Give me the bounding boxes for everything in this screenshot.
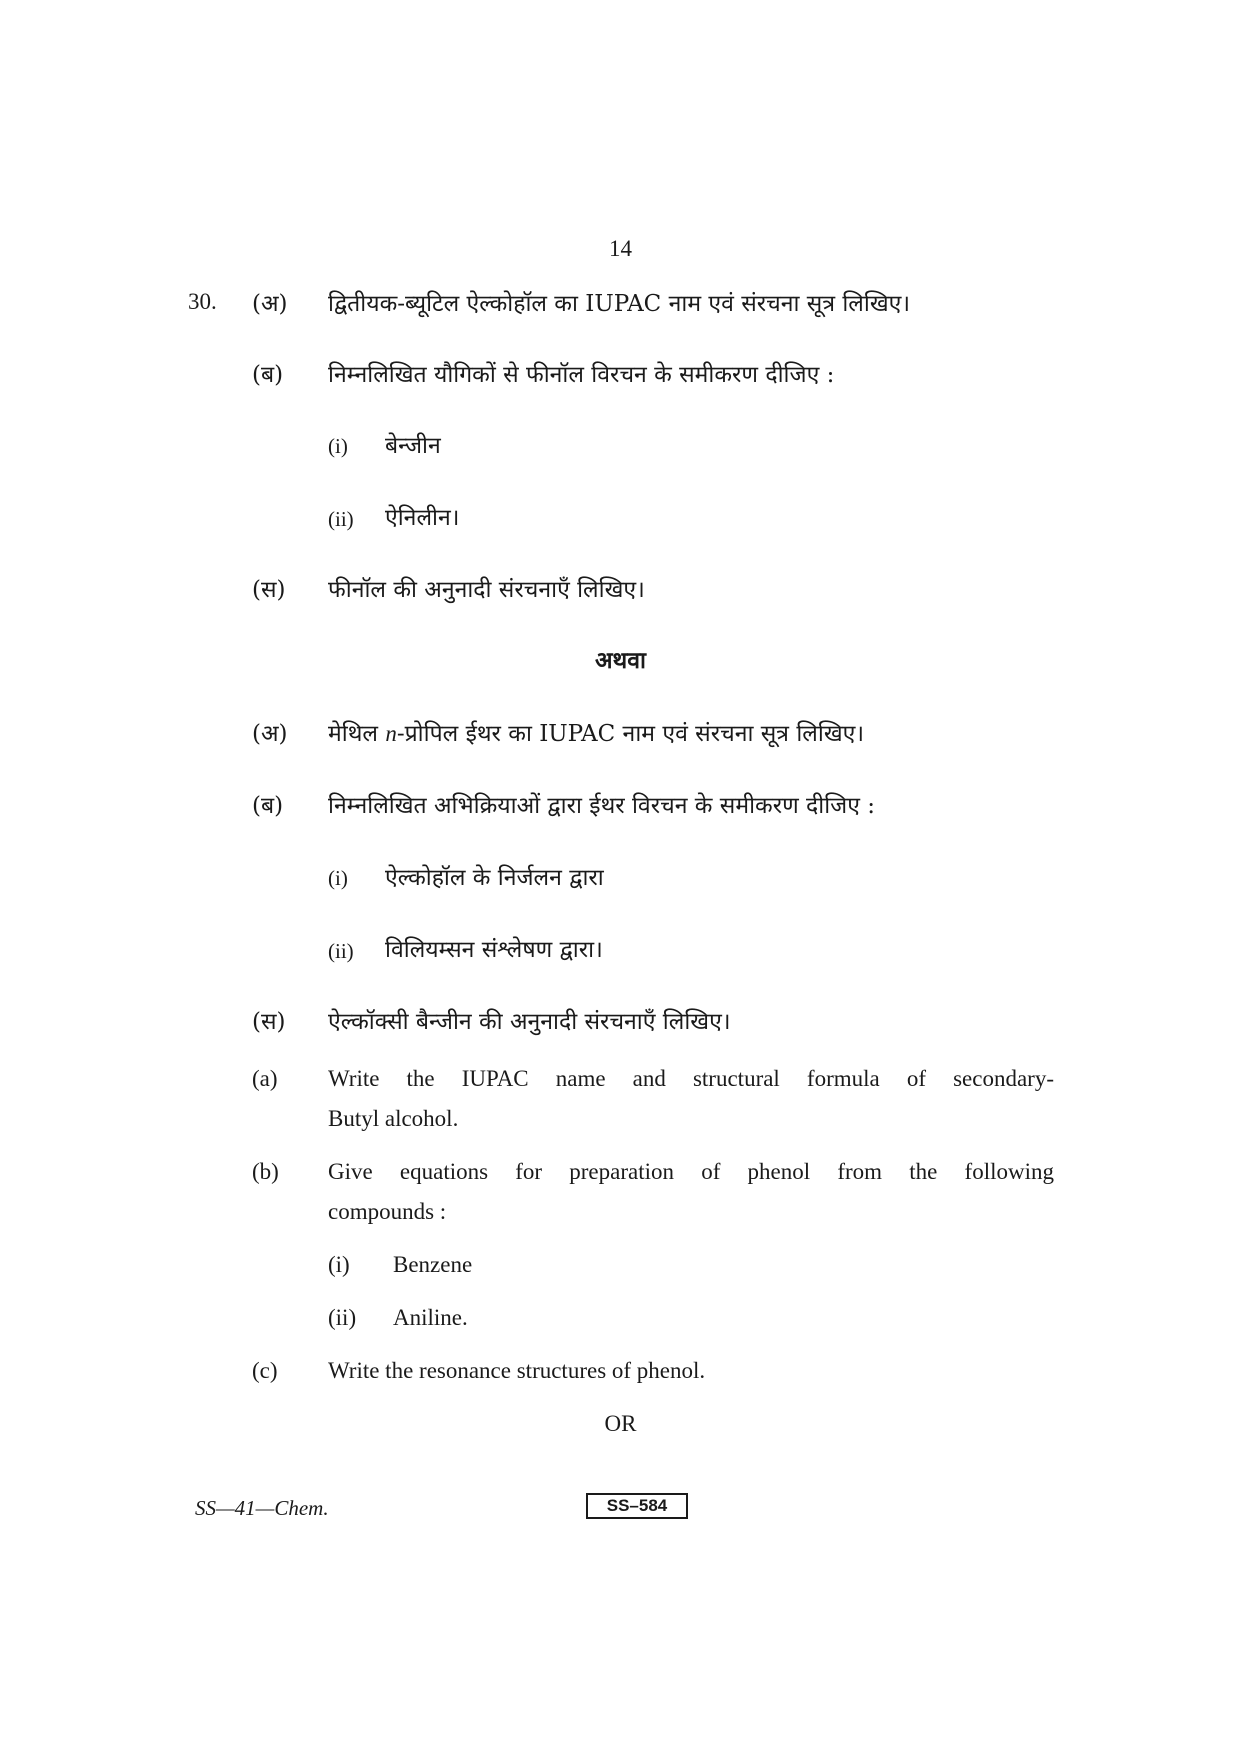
english-b-label: (b) [252, 1159, 279, 1184]
hindi-b-ii-label: (ii) [328, 507, 354, 531]
hindi2-b-i-label: (i) [328, 866, 348, 890]
english-b-line2: compounds : [328, 1199, 447, 1224]
hindi-b-text: निम्नलिखित यौगिकों से फीनॉल विरचन के समीकरण दीजिए : [328, 362, 835, 388]
hindi-b-i-label: (i) [328, 434, 348, 458]
hindi-c-label: (स) [252, 577, 286, 603]
english-b-i-text: Benzene [393, 1252, 473, 1277]
hindi-a-label: (अ) [252, 291, 288, 317]
hindi2-b-ii-text: विलियम्सन संश्लेषण द्वारा। [385, 937, 603, 963]
hindi-a-text: द्वितीयक-ब्यूटिल ऐल्कोहॉल का IUPAC नाम एवं संरचना सूत्र लिखिए। [328, 291, 911, 317]
english-c-label: (c) [252, 1358, 278, 1383]
or-heading-hindi: अथवा [594, 647, 646, 674]
hindi2-c-text: ऐल्कॉक्सी बैन्जीन की अनुनादी संरचनाएँ लिखिए। [328, 1009, 731, 1035]
english-b-i-label: (i) [328, 1252, 350, 1277]
question-number: 30. [188, 289, 217, 314]
hindi-b-label: (ब) [252, 362, 284, 388]
english-c-text: Write the resonance structures of phenol. [328, 1358, 706, 1383]
hindi2-a-label: (अ) [252, 721, 288, 747]
english-b-ii-text: Aniline. [393, 1305, 468, 1330]
page-number: 14 [609, 236, 632, 261]
or-heading-english: OR [604, 1411, 637, 1436]
hindi2-b-label: (ब) [252, 793, 284, 819]
english-a-line1: Write the IUPAC name and structural formula of secondary- [328, 1066, 1054, 1091]
hindi2-b-text: निम्नलिखित अभिक्रियाओं द्वारा ईथर विरचन के समीकरण दीजिए : [328, 793, 876, 819]
english-b-ii-label: (ii) [328, 1305, 357, 1330]
hindi-c-text: फीनॉल की अनुनादी संरचनाएँ लिखिए। [328, 577, 645, 603]
hindi2-b-ii-label: (ii) [328, 939, 354, 963]
english-a-line2: Butyl alcohol. [328, 1106, 459, 1131]
english-a-label: (a) [252, 1066, 278, 1091]
footer-series-code: SS–584 [586, 1493, 688, 1519]
hindi2-c-label: (स) [252, 1009, 286, 1035]
hindi2-a-text: मेथिल n-प्रोपिल ईथर का IUPAC नाम एवं संरचना सूत्र लिखिए। [328, 721, 865, 747]
hindi-b-ii-text: ऐनिलीन। [385, 505, 460, 531]
footer-paper-code: SS—41—Chem. [195, 1496, 329, 1520]
hindi2-b-i-text: ऐल्कोहॉल के निर्जलन द्वारा [385, 865, 604, 891]
hindi-b-i-text: बेन्जीन [385, 433, 441, 459]
english-b-line1: Give equations for preparation of phenol from the following [328, 1159, 1054, 1184]
